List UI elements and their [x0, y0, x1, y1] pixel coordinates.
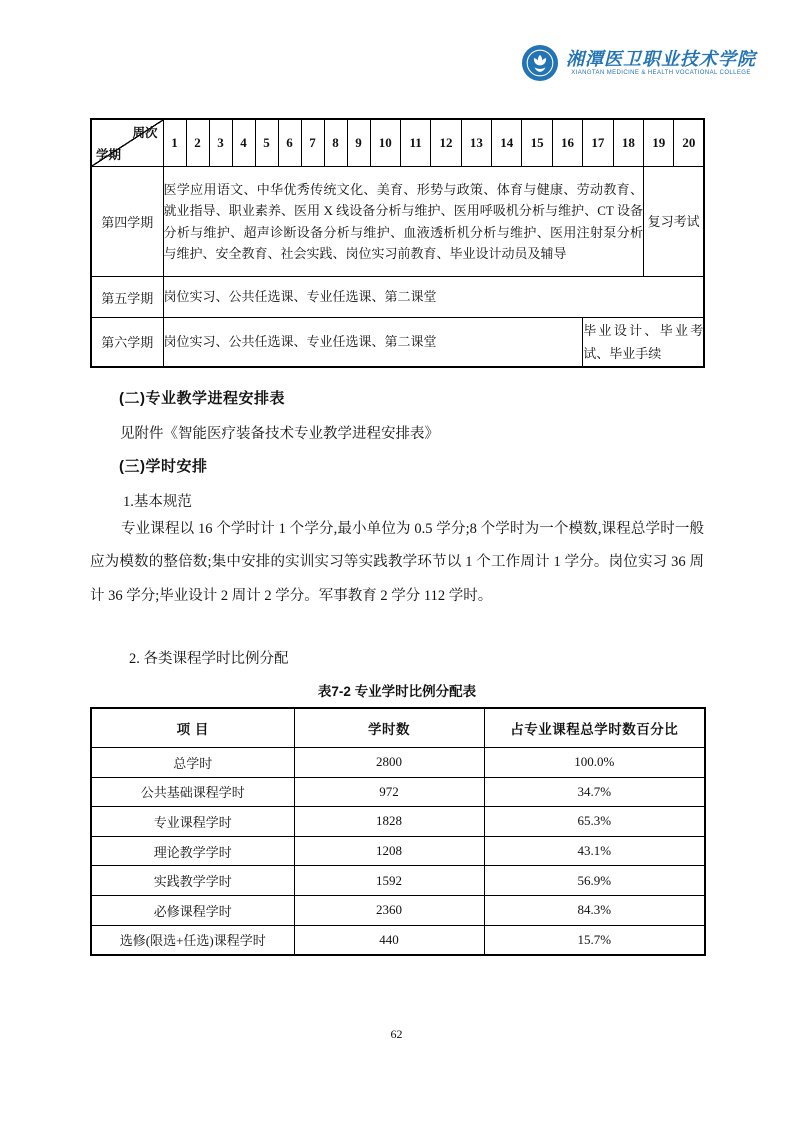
row-hours: 972: [294, 777, 484, 807]
week-number: 7: [301, 119, 324, 167]
table-row: [91, 748, 705, 778]
week-number: 2: [186, 119, 209, 167]
row-item: 公共基础课程学时: [91, 777, 294, 807]
item1-paragraph: 专业课程以 16 个学时计 1 个学分,最小单位为 0.5 学分;8 个学时为一个模数,课程总学时一般应为模数的整倍数;集中安排的实训实习等实践教学环节以 1 个工作周计 1 学分。岗位实习 36 周计 36 学分;毕业设计 2 周计 2 学分。军事教育 2 学分 112 学时。: [90, 521, 704, 604]
college-emblem-icon: [521, 44, 559, 82]
week-number: 13: [461, 119, 491, 167]
week-number: 15: [522, 119, 552, 167]
week-number: 10: [370, 119, 400, 167]
college-name-block: [566, 49, 756, 77]
row-percent: 43.1%: [484, 836, 705, 866]
hours-table-caption: 表7-2 专业学时比例分配表: [317, 684, 477, 699]
row-item: 专业课程学时: [91, 807, 294, 837]
row-hours: 1592: [294, 866, 484, 896]
row-percent: 34.7%: [484, 777, 705, 807]
week-number: 4: [232, 119, 255, 167]
week-number: 8: [324, 119, 347, 167]
table-row: [91, 836, 705, 866]
week-number: 18: [613, 119, 643, 167]
row-hours: 2800: [294, 748, 484, 778]
college-name-chinese: 湘潭医卫职业技术学院: [566, 49, 756, 69]
week-number: 3: [209, 119, 232, 167]
row-percent: 56.9%: [484, 866, 705, 896]
week-number: 11: [400, 119, 430, 167]
row-item: 总学时: [91, 748, 294, 778]
week-number: 9: [347, 119, 370, 167]
week-number: 5: [255, 119, 278, 167]
semester-label: 第六学期: [91, 318, 163, 367]
semester-label: 第五学期: [91, 277, 163, 318]
week-number: 20: [674, 119, 704, 167]
row-item: 选修(限选+任选)课程学时: [91, 925, 294, 955]
schedule-row-semester-6: [91, 318, 704, 367]
hours-table-header-row: [91, 708, 705, 748]
table-row: [91, 866, 705, 896]
semester-label: 第四学期: [91, 167, 163, 277]
table-row: [91, 895, 705, 925]
attachment-note: 见附件《智能医疗装备技术专业教学进程安排表》: [120, 426, 439, 442]
schedule-row-semester-5: [91, 277, 704, 318]
semester-week-schedule-table: [90, 118, 705, 368]
row-percent: 15.7%: [484, 925, 705, 955]
week-number: 16: [552, 119, 582, 167]
week-number: 1: [163, 119, 186, 167]
semester-activities: 岗位实习、公共任选课、专业任选课、第二课堂: [163, 318, 583, 367]
row-percent: 100.0%: [484, 748, 705, 778]
semester-activities: 岗位实习、公共任选课、专业任选课、第二课堂: [163, 277, 704, 318]
week-number: 17: [583, 119, 613, 167]
column-header-item: 项 目: [91, 708, 294, 748]
row-item: 实践教学学时: [91, 866, 294, 896]
table-row: [91, 777, 705, 807]
section-heading-two: (二)专业教学进程安排表: [119, 390, 285, 407]
row-percent: 84.3%: [484, 895, 705, 925]
schedule-corner-cell: [91, 119, 163, 167]
row-item: 理论教学学时: [91, 836, 294, 866]
item1-title: 1.基本规范: [123, 494, 192, 510]
week-number: 6: [278, 119, 301, 167]
hours-distribution-table: [90, 707, 706, 956]
section-heading-three: (三)学时安排: [119, 458, 208, 475]
review-exam-cell: 复习考试: [644, 167, 705, 277]
column-header-percent: 占专业课程总学时数百分比: [484, 708, 705, 748]
schedule-row-semester-4: [91, 167, 704, 277]
semester-activities: 医学应用语文、中华优秀传统文化、美育、形势与政策、体育与健康、劳动教育、就业指导、职业素养、医用 X 线设备分析与维护、医用呼吸机分析与维护、CT 设备分析与维护、超声诊断设备分析与维护、血液透析机分析与维护、医用注射泵分析与维护、安全教育、社会实践、岗位实习前教育、毕业设计动员及辅导: [163, 167, 644, 277]
college-name-english: XIANGTAN MEDICINE & HEALTH VOCATIONAL COLLEGE: [571, 70, 751, 76]
college-logo: [521, 44, 756, 82]
corner-label-week: 周次: [132, 126, 158, 140]
row-hours: 1208: [294, 836, 484, 866]
schedule-header-row: [91, 119, 704, 167]
week-number: 14: [492, 119, 522, 167]
table-row: [91, 925, 705, 955]
row-hours: 440: [294, 925, 484, 955]
week-number: 12: [431, 119, 461, 167]
row-item: 必修课程学时: [91, 895, 294, 925]
row-hours: 2360: [294, 895, 484, 925]
row-hours: 1828: [294, 807, 484, 837]
page-number: 62: [390, 1027, 403, 1041]
graduation-cell: 毕业设计、毕业考试、毕业手续: [583, 318, 705, 367]
corner-label-semester: 学期: [96, 148, 122, 162]
week-number: 19: [644, 119, 674, 167]
column-header-hours: 学时数: [294, 708, 484, 748]
item2-title: 2. 各类课程学时比例分配: [129, 651, 289, 667]
row-percent: 65.3%: [484, 807, 705, 837]
table-row: [91, 807, 705, 837]
